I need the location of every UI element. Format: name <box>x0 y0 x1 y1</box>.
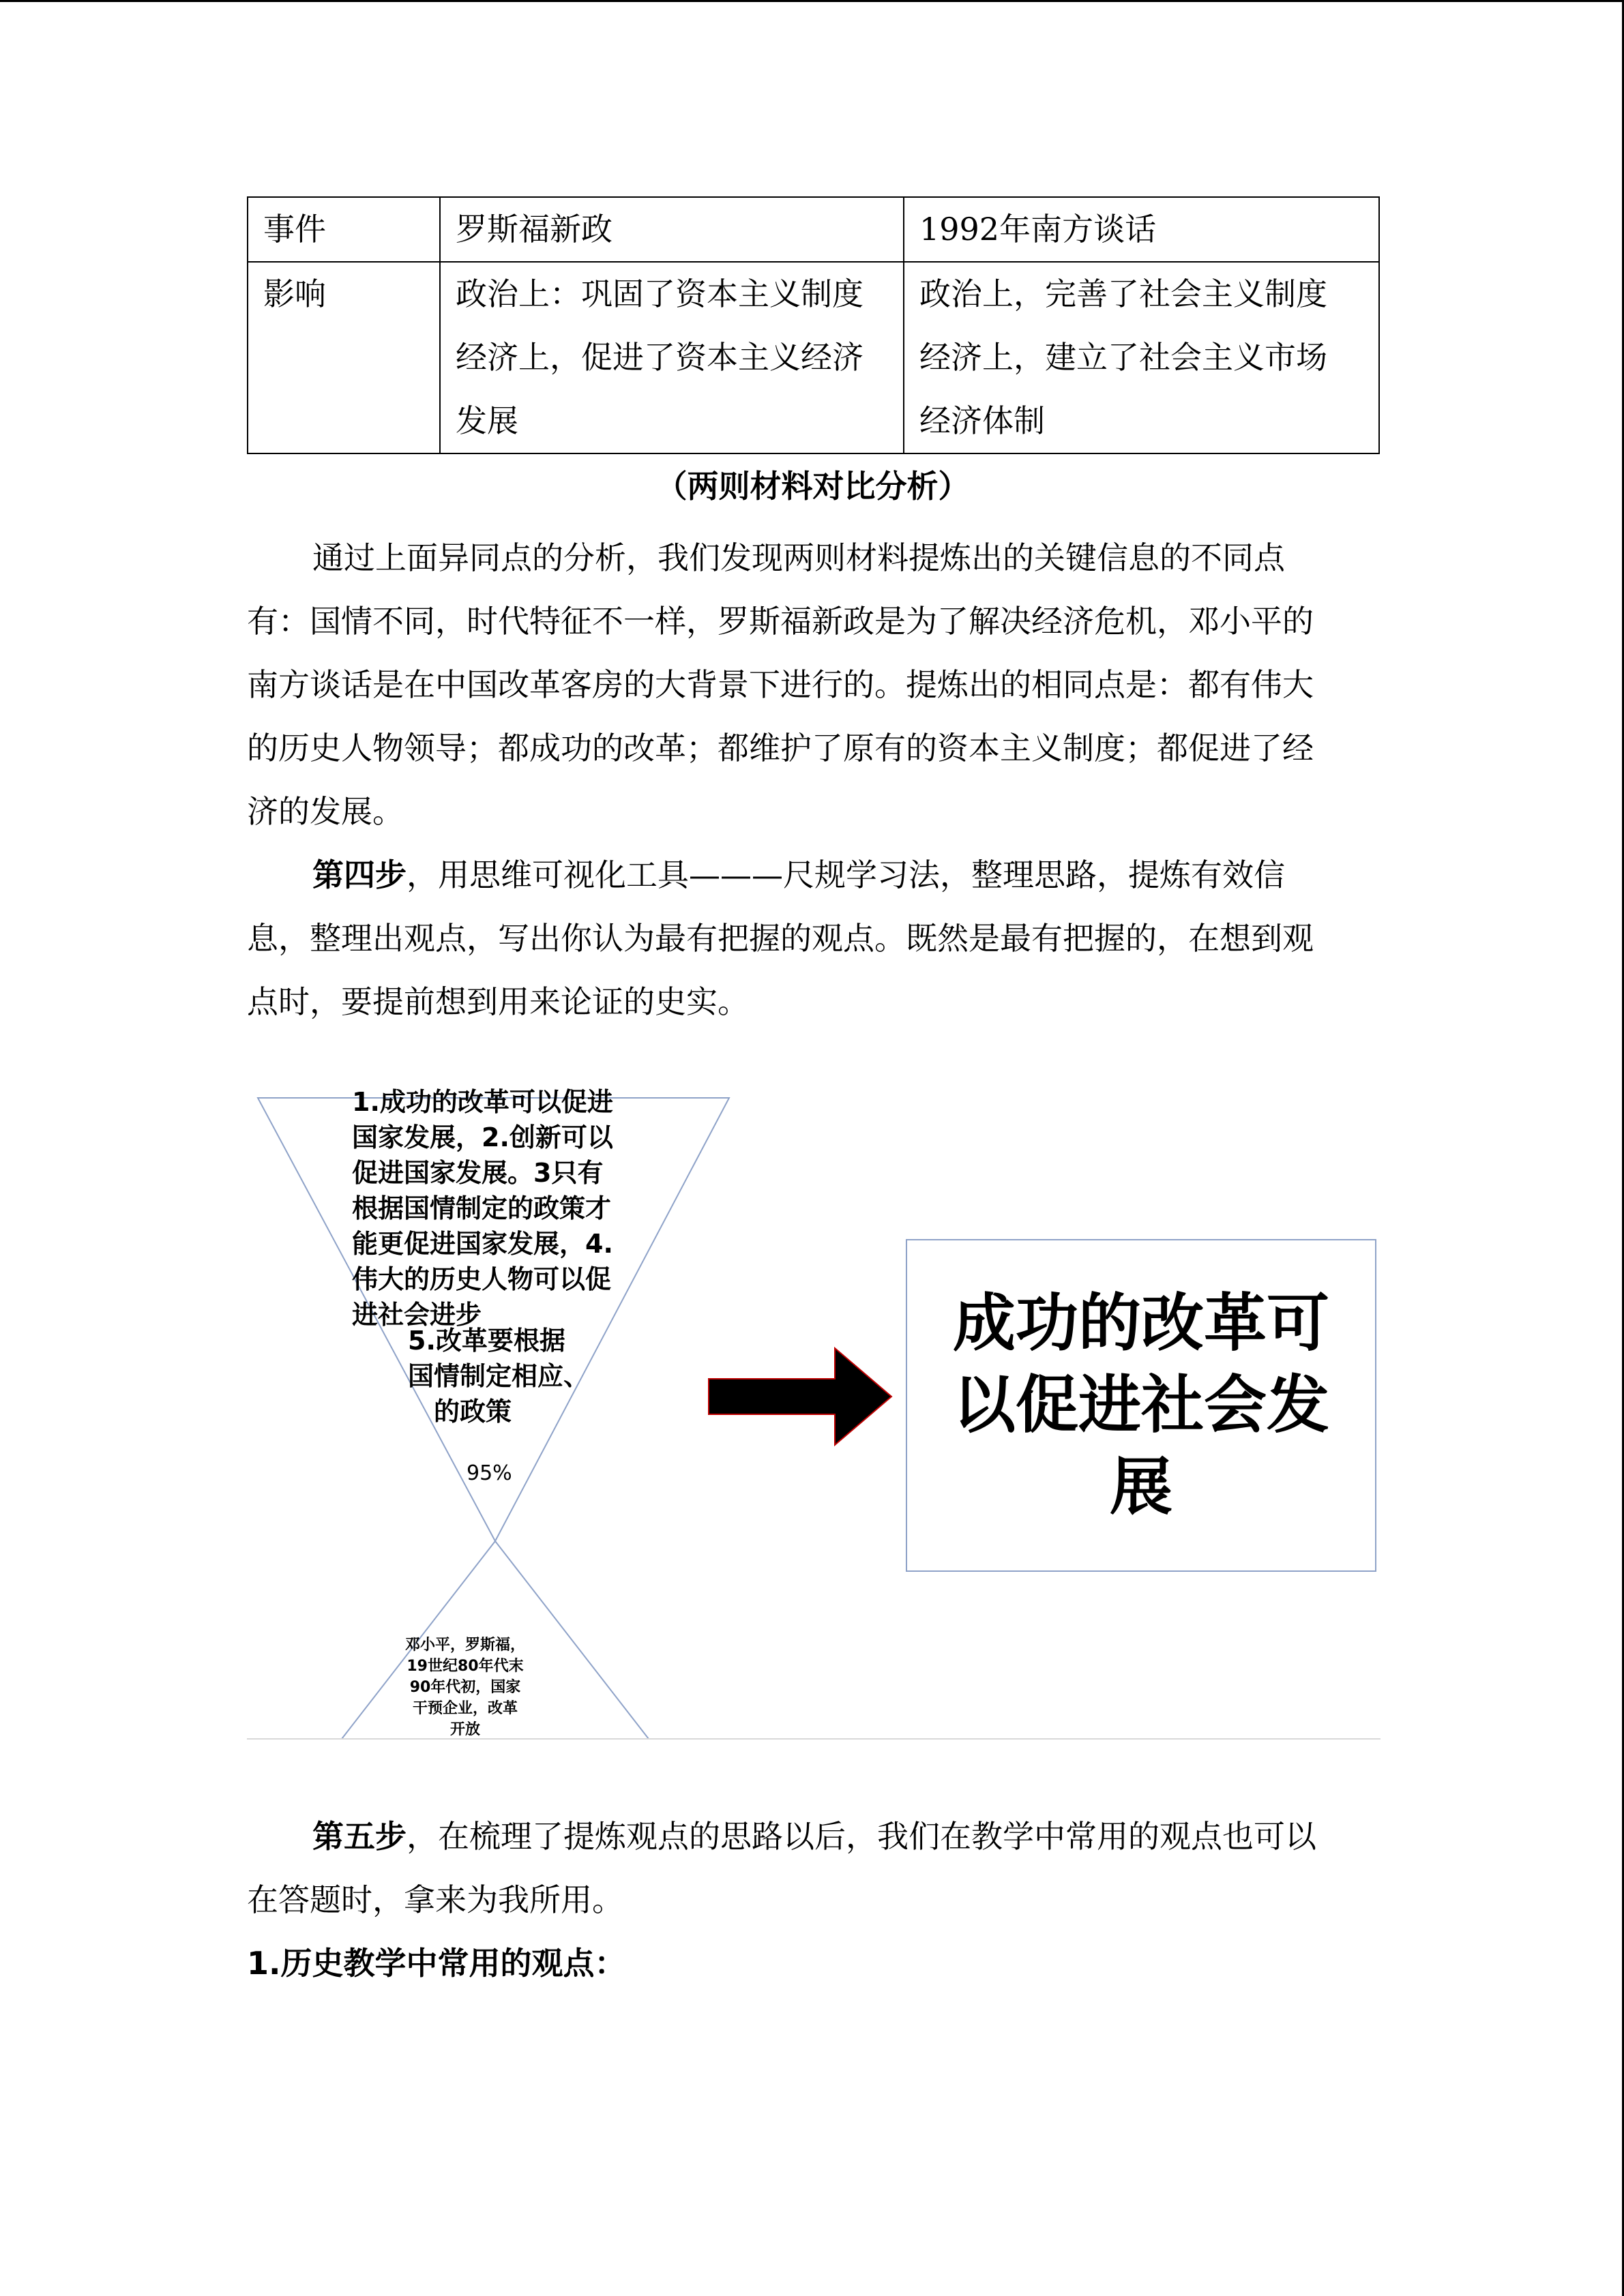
percent-label: 95% <box>467 1461 512 1485</box>
conclusion-box <box>906 1239 1376 1572</box>
cell-text: 发展 <box>456 402 518 439</box>
viewpoint-line: 根据国情制定的政策才 <box>352 1193 612 1223</box>
step-label: 第五步 <box>312 1818 407 1855</box>
table-row <box>248 197 1379 262</box>
fact-line: 开放 <box>449 1721 480 1738</box>
cell-text: 罗斯福新政 <box>456 211 612 248</box>
historical-facts-text <box>390 1635 540 1740</box>
paragraph-line: 在答题时，拿来为我所用。 <box>247 1881 623 1918</box>
cell-text: 经济上，建立了社会主义市场 <box>919 339 1327 376</box>
paragraph-line: 的历史人物领导；都成功的改革；都维护了原有的资本主义制度；都促进了经 <box>247 730 1314 766</box>
viewpoint-line: 伟大的历史人物可以促 <box>352 1264 612 1294</box>
paragraph-line: 通过上面异同点的分析，我们发现两则材料提炼出的关键信息的不同点 <box>312 539 1285 576</box>
section-heading <box>247 1932 1378 1995</box>
conclusion-text <box>953 1283 1329 1528</box>
paragraph-line: 有：国情不同，时代特征不一样，罗斯福新政是为了解决经济危机，邓小平的 <box>247 603 1314 640</box>
table-cell <box>904 262 1379 453</box>
paragraph-line: 南方谈话是在中国改革客房的大背景下进行的。提炼出的相同点是：都有伟大 <box>247 666 1314 703</box>
viewpoint-line: 进社会进步 <box>352 1300 482 1330</box>
analysis-paragraph <box>247 526 1378 844</box>
cell-text: 影响 <box>263 275 326 312</box>
paragraph-line: 息，整理出观点，写出你认为最有把握的观点。既然是最有把握的，在想到观 <box>247 920 1314 957</box>
step-four-paragraph <box>247 844 1378 1034</box>
table-cell <box>904 197 1379 262</box>
viewpoint-line: 的政策 <box>434 1397 512 1427</box>
table-cell <box>248 262 440 453</box>
heading-text: 1.历史教学中常用的观点： <box>247 1945 626 1982</box>
comparison-table <box>247 196 1380 454</box>
cell-text: 事件 <box>263 211 326 248</box>
viewpoint-line: 国家发展，2.创新可以 <box>352 1122 613 1152</box>
ruler-method-diagram <box>247 1084 1385 1746</box>
step-label: 第四步 <box>312 856 407 893</box>
paragraph-line <box>247 844 1378 907</box>
fact-line: 19世纪80年代末 <box>407 1658 524 1675</box>
heading-line <box>247 1932 1378 1995</box>
cell-text: 政治上：巩固了资本主义制度 <box>456 275 863 312</box>
table-cell <box>248 197 440 262</box>
viewpoint-line: 国情制定相应、 <box>408 1361 590 1391</box>
cell-text: 1992年南方谈话 <box>919 211 1157 248</box>
page-top-border <box>0 0 1624 2</box>
right-arrow <box>709 1348 891 1445</box>
viewpoint-line: 能更促进国家发展，4. <box>352 1229 613 1259</box>
conclusion-line: 展 <box>1109 1450 1172 1523</box>
paragraph-line <box>247 1805 1378 1868</box>
paragraph-line: 点时，要提前想到用来论证的史实。 <box>247 983 749 1020</box>
viewpoint-line: 1.成功的改革可以促进 <box>352 1087 613 1117</box>
viewpoint-line: 促进国家发展。3只有 <box>352 1158 604 1188</box>
table-caption: （两则材料对比分析） <box>655 468 970 505</box>
paragraph-text: ，用思维可视化工具———尺规学习法，整理思路，提炼有效信 <box>407 856 1285 893</box>
cell-text: 经济体制 <box>919 402 1045 439</box>
conclusion-line: 以促进社会发 <box>952 1369 1329 1442</box>
table-cell <box>440 262 904 453</box>
step-five-paragraph <box>247 1805 1378 1932</box>
fact-line: 邓小平，罗斯福， <box>404 1637 525 1654</box>
paragraph-text: ，在梳理了提炼观点的思路以后，我们在教学中常用的观点也可以 <box>407 1818 1316 1855</box>
conclusion-line: 成功的改革可 <box>952 1287 1329 1360</box>
top-viewpoints-text <box>352 1084 666 1332</box>
fact-line: 90年代初，国家 <box>409 1679 521 1696</box>
fact-line: 干预企业，改革 <box>412 1700 518 1717</box>
table-cell <box>440 197 904 262</box>
table-row <box>248 262 1379 453</box>
viewpoint-five-text <box>408 1323 589 1429</box>
cell-text: 政治上，完善了社会主义制度 <box>919 275 1327 312</box>
cell-text: 经济上，促进了资本主义经济 <box>456 339 863 376</box>
viewpoint-line: 5.改革要根据 <box>408 1326 565 1356</box>
paragraph-line: 济的发展。 <box>247 793 404 830</box>
